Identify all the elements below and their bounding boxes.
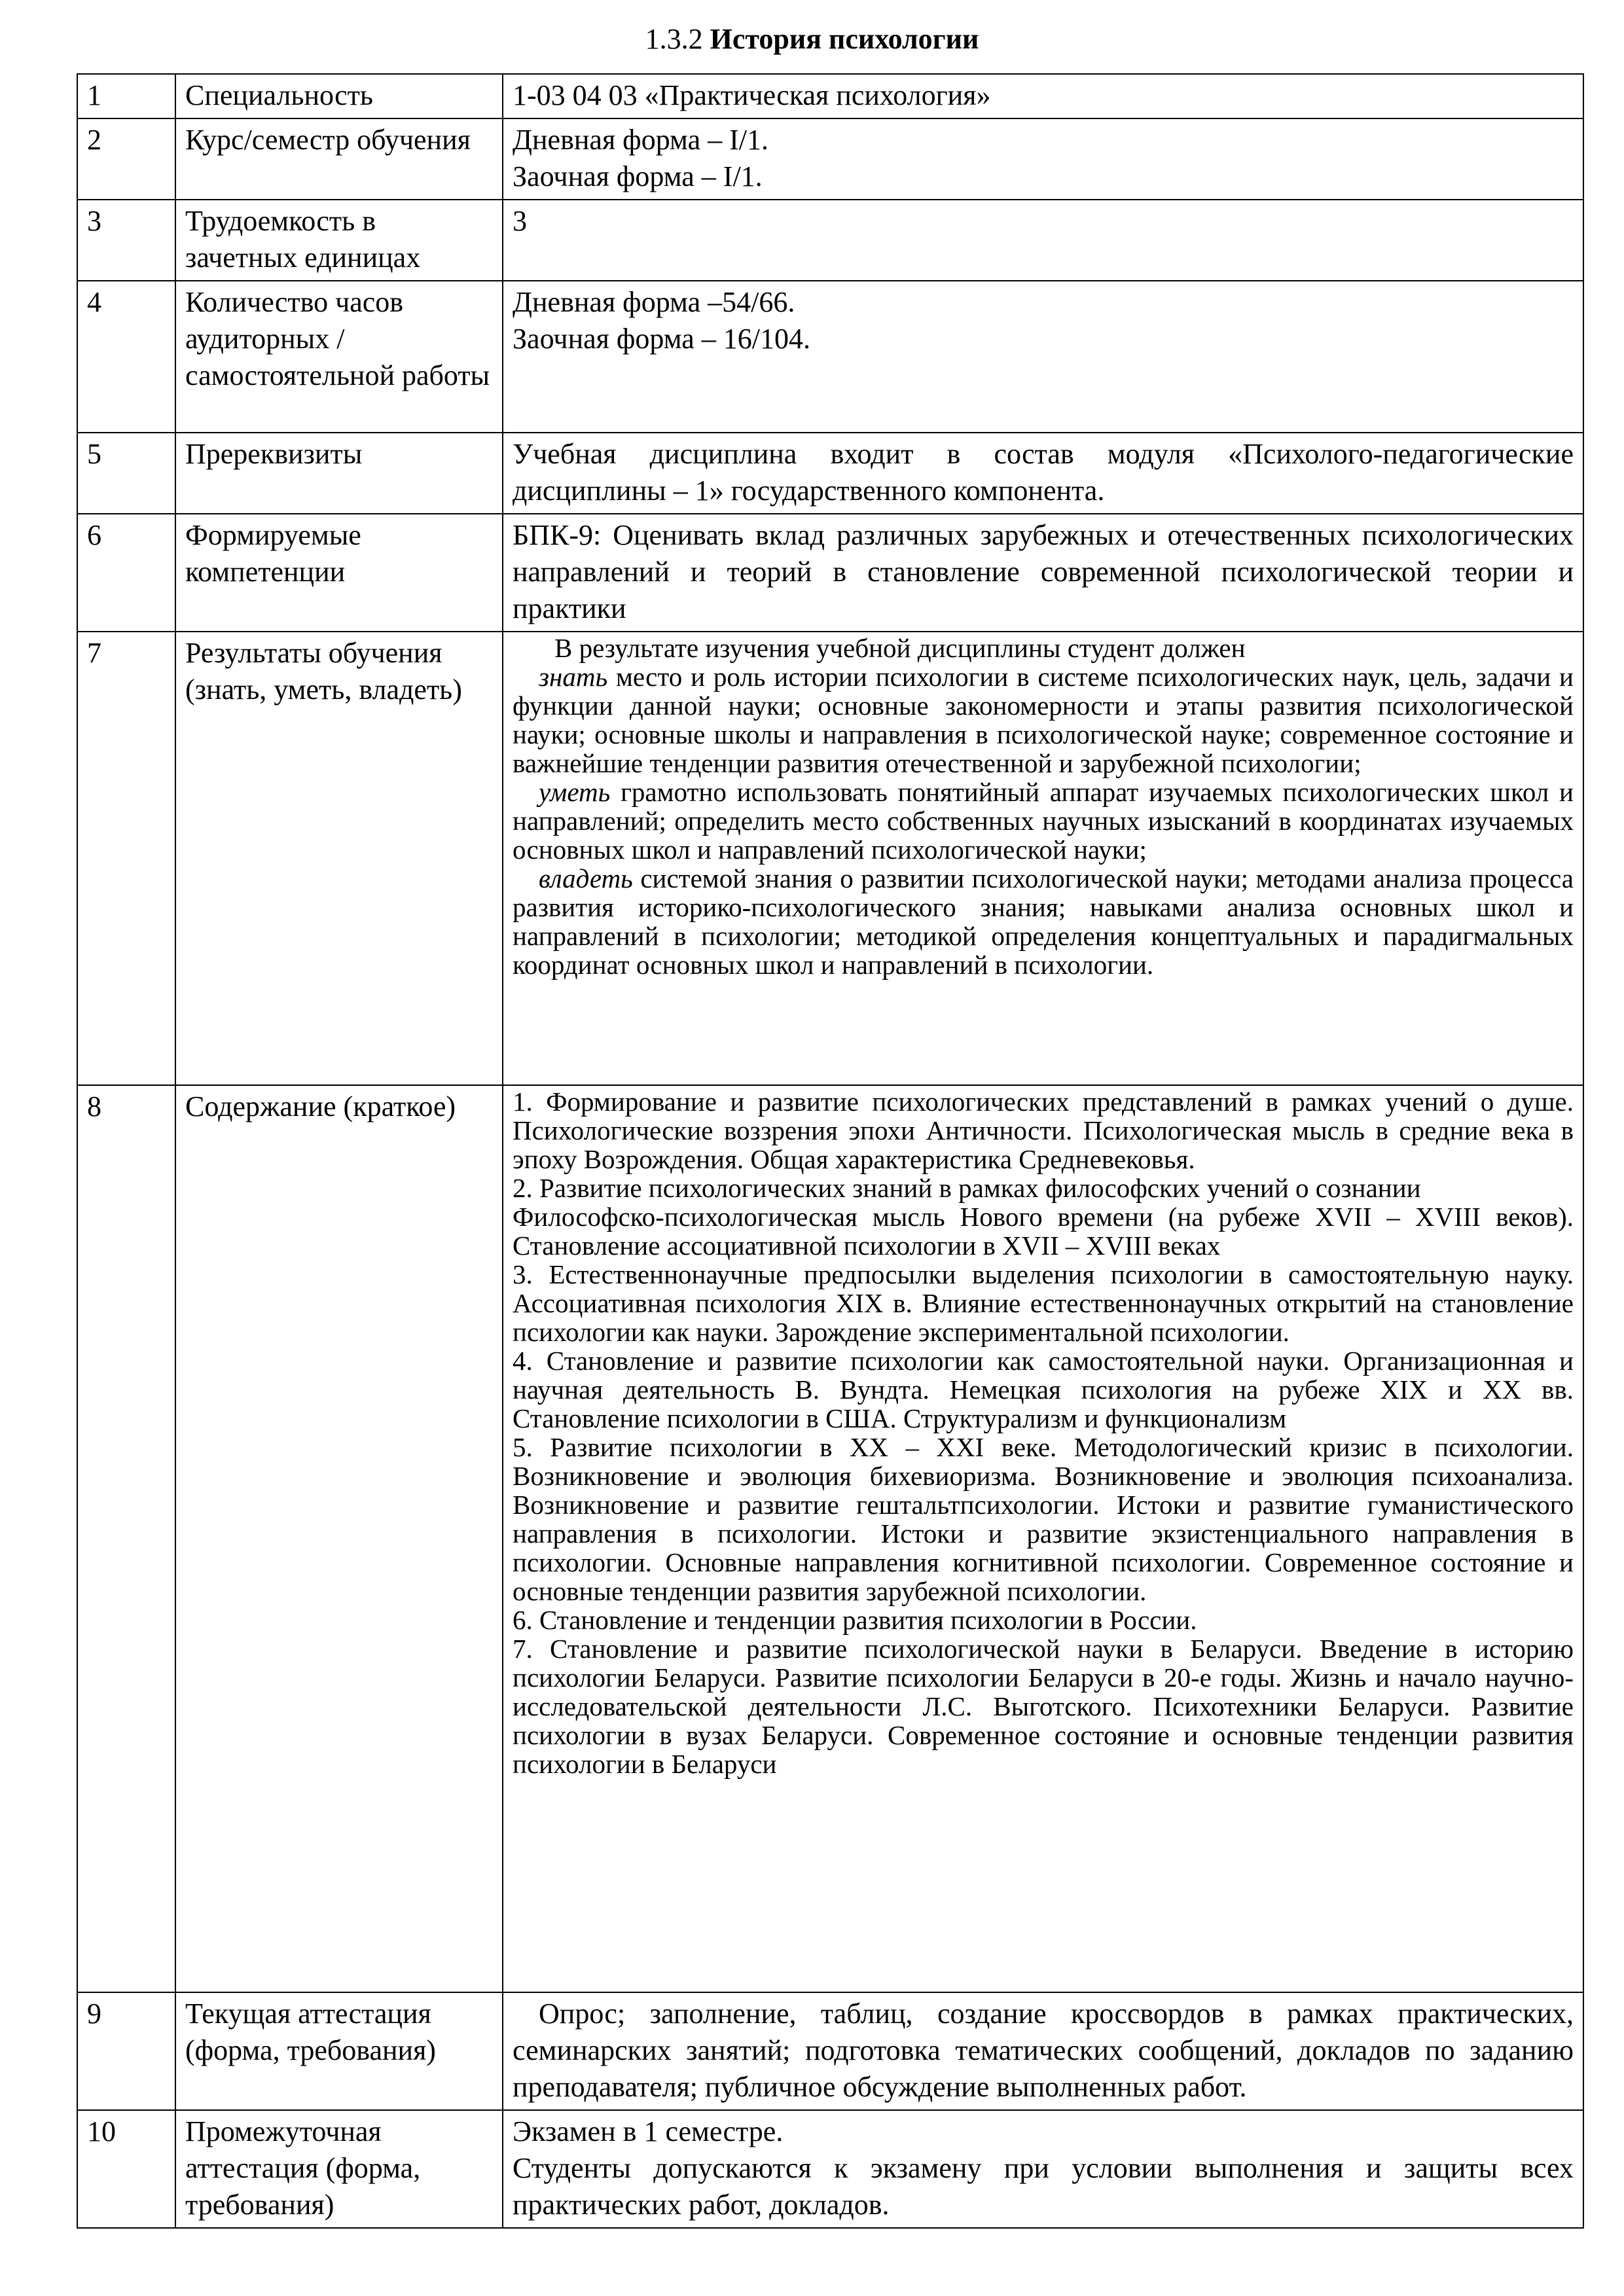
outcome-can [513, 778, 1574, 864]
value-line: Дневная форма –54/66. [513, 286, 795, 318]
content-item: 7. Становление и развитие психологической науки в Беларуси. Введение в историю психологии Беларуси. Развитие психологии Беларуси в 20-е годы. Жизнь и начало научно-исследовательской деятельности Л.С. Выготского. Психотехники Беларуси. Развитие психологии в вузах Беларуси. Современное состояние и основные тенденции развития психологии в Беларуси [513, 1634, 1574, 1779]
row-value [503, 632, 1583, 1085]
row-value: Опрос; заполнение, таблиц, создание кроссвордов в рамках практических, семинарских занятий; подготовка тематических сообщений, докладов по заданию преподавателя; публичное обсуждение выполненных работ. [503, 1992, 1583, 2110]
table-row [77, 281, 1583, 433]
own-text: системой знания о развитии психологической науки; методами анализа процесса развития историко-психологического знания; навыками анализа основных школ и направлений в психологии; методикой определения концептуальных и парадигмальных координат основных школ и направлений в психологии. [513, 863, 1574, 980]
row-number: 8 [77, 1085, 175, 1992]
value-line: Студенты допускаются к экзамену при условии выполнения и защиты всех практических работ, докладов. [513, 2152, 1574, 2221]
table-row [77, 632, 1583, 1085]
row-number: 2 [77, 118, 175, 200]
row-label: Количество часов аудиторных / самостоятельной работы [175, 281, 503, 433]
title-name: История психологии [710, 23, 979, 55]
row-label: Содержание (краткое) [175, 1085, 503, 1992]
row-label: Результаты обучения (знать, уметь, владеть) [175, 632, 503, 1085]
title-prefix: 1.3.2 [645, 23, 710, 55]
row-label: Формируемые компетенции [175, 514, 503, 632]
row-label: Курс/семестр обучения [175, 118, 503, 200]
content-item: 1. Формирование и развитие психологических представлений в рамках учений о душе. Психологические воззрения эпохи Античности. Психологическая мысль в средние века в эпоху Возрождения. Общая характеристика Средневековья. [513, 1086, 1574, 1174]
value-line: Заочная форма – I/1. [513, 160, 763, 192]
row-value [503, 118, 1583, 200]
table-row [77, 514, 1583, 632]
content-item: Философско-психологическая мысль Нового времени (на рубеже XVII – XVIII веков). Становление ассоциативной психологии в XVII – XVIII веках [513, 1202, 1574, 1261]
row-label: Пререквизиты [175, 433, 503, 514]
outcome-know [513, 662, 1574, 778]
outcomes-intro: В результате изучения учебной дисциплины студент должен [554, 633, 1246, 663]
value-line: Экзамен в 1 семестре. [513, 2115, 784, 2147]
row-value [503, 1085, 1583, 1992]
row-number: 1 [77, 74, 175, 118]
row-value: 1-03 04 03 «Практическая психология» [503, 74, 1583, 118]
row-number: 5 [77, 433, 175, 514]
table-row [77, 2110, 1583, 2228]
row-number: 10 [77, 2110, 175, 2228]
content-item: 3. Естественнонаучные предпосылки выделения психологии в самостоятельную науку. Ассоциативная психология XIX в. Влияние естественнонаучных открытий на становление психологии как науки. Зарождение экспериментальной психологии. [513, 1259, 1574, 1347]
row-label: Промежуточная аттестация (форма, требования) [175, 2110, 503, 2228]
row-number: 4 [77, 281, 175, 433]
page-title [0, 21, 1624, 58]
row-value: 3 [503, 200, 1583, 281]
table-row [77, 1992, 1583, 2110]
syllabus-table [77, 73, 1584, 2229]
table-row [77, 1085, 1583, 1992]
row-label: Текущая аттестация (форма, требования) [175, 1992, 503, 2110]
row-value: Учебная дисциплина входит в состав модуля «Психолого-педагогические дисциплины – 1» государственного компонента. [503, 433, 1583, 514]
table-row [77, 200, 1583, 281]
value-line: Заочная форма – 16/104. [513, 323, 811, 355]
row-label: Специальность [175, 74, 503, 118]
row-number: 3 [77, 200, 175, 281]
know-text: место и роль истории психологии в системе психологических наук, цель, задачи и функции данной науки; основные закономерности и этапы развития психологической науки; основные школы и направления в психологической науке; современное состояние и важнейшие тенденции развития отечественной и зарубежной психологии; [513, 662, 1574, 778]
row-label: Трудоемкость в зачетных единицах [175, 200, 503, 281]
row-value [503, 2110, 1583, 2228]
row-value [503, 281, 1583, 433]
can-text: грамотно использовать понятийный аппарат изучаемых психологических школ и направлений; определить место собственных научных изысканий в координатах изучаемых основных школ и направлений психологической науки; [513, 777, 1574, 865]
own-term: владеть [539, 863, 633, 893]
row-number: 6 [77, 514, 175, 632]
outcome-own [513, 864, 1574, 979]
content-item: 6. Становление и тенденции развития психологии в России. [513, 1605, 1197, 1635]
table-row [77, 433, 1583, 514]
row-number: 7 [77, 632, 175, 1085]
row-number: 9 [77, 1992, 175, 2110]
content-item: 2. Развитие психологических знаний в рамках философских учений о сознании [513, 1173, 1421, 1203]
value-line: Дневная форма – I/1. [513, 124, 768, 156]
table-row [77, 118, 1583, 200]
row-value: БПК-9: Оценивать вклад различных зарубежных и отечественных психологических направлений и теорий в становление современной психологической теории и практики [503, 514, 1583, 632]
know-term: знать [539, 662, 608, 692]
can-term: уметь [539, 777, 611, 807]
content-item: 4. Становление и развитие психологии как самостоятельной науки. Организационная и научная деятельность В. Вундта. Немецкая психология на рубеже XIX и XX вв. Становление психологии в США. Структурализм и функционализм [513, 1346, 1574, 1433]
table-row [77, 74, 1583, 118]
content-item: 5. Развитие психологии в XX – XXI веке. Методологический кризис в психологии. Возникновение и эволюция бихевиоризма. Возникновение и эволюция психоанализа. Возникновение и развитие гештальтпсихологии. Истоки и развитие гуманистического направления в психологии. Истоки и развитие экзистенциального направления в психологии. Основные направления когнитивной психологии. Современное состояние и основные тенденции развития зарубежной психологии. [513, 1432, 1574, 1606]
